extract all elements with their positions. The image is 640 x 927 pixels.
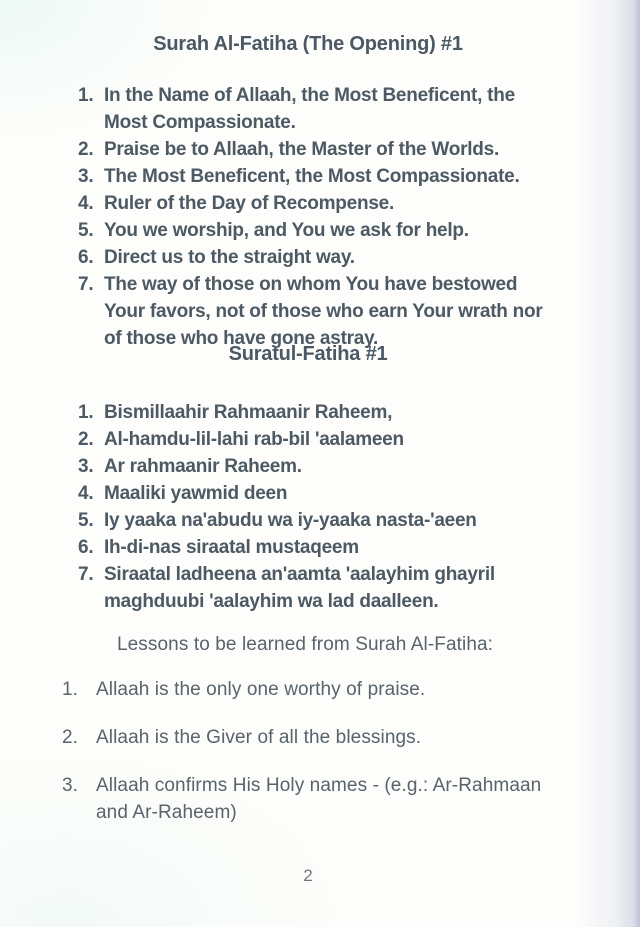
list-item-text: In the Name of Allaah, the Most Beneficent, the Most Compassionate. <box>104 85 515 133</box>
list-item <box>78 163 550 190</box>
scan-edge-shadow <box>633 0 640 927</box>
list-item-number: 6. <box>78 247 94 268</box>
list-item-text: Allaah is the only one worthy of praise. <box>96 679 426 700</box>
list-item-number: 5. <box>78 510 94 531</box>
list-item-text: Siraatal ladheena an'aamta 'aalayhim ghayril maghduubi 'aalayhim wa lad daalleen. <box>104 564 495 612</box>
list-item <box>78 82 550 136</box>
list-item-number: 3. <box>78 166 94 187</box>
list-item-number: 7. <box>78 564 94 585</box>
list-item <box>62 772 558 826</box>
list-item <box>62 676 558 703</box>
list-item-number: 4. <box>78 483 94 504</box>
translation-list <box>78 82 550 352</box>
list-item-text: Praise be to Allaah, the Master of the Worlds. <box>104 139 499 160</box>
list-item <box>78 507 528 534</box>
list-item-text: You we worship, and You we ask for help. <box>104 220 469 241</box>
list-item-text: The way of those on whom You have bestowed Your favors, not of those who earn Your wrath nor of those who have gone astray. <box>104 274 543 349</box>
page-number: 2 <box>303 866 313 885</box>
list-item <box>78 271 550 352</box>
list-item <box>78 534 528 561</box>
list-item <box>78 453 528 480</box>
list-item <box>62 724 558 751</box>
list-item-number: 6. <box>78 537 94 558</box>
list-item-number: 1. <box>62 679 79 700</box>
list-item-text: Ar rahmaanir Raheem. <box>104 456 302 477</box>
list-item <box>78 190 550 217</box>
surah-title: Surah Al-Fatiha (The Opening) #1 <box>153 33 463 55</box>
list-item-number: 5. <box>78 220 94 241</box>
list-item <box>78 561 528 615</box>
list-item-text: Ih-di-nas siraatal mustaqeem <box>104 537 359 558</box>
list-item <box>78 244 550 271</box>
list-item <box>78 426 528 453</box>
list-item <box>78 399 528 426</box>
list-item-number: 4. <box>78 193 94 214</box>
list-item-number: 1. <box>78 85 94 106</box>
transliteration-list <box>78 399 528 615</box>
list-item-number: 2. <box>62 727 79 748</box>
list-item <box>78 217 550 244</box>
list-item-number: 3. <box>78 456 94 477</box>
list-item-text: Iy yaaka na'abudu wa iy-yaaka nasta-'aeen <box>104 510 477 531</box>
lessons-list <box>62 676 558 847</box>
list-item <box>78 480 528 507</box>
list-item <box>78 136 550 163</box>
list-item-text: Maaliki yawmid deen <box>104 483 288 504</box>
list-item-text: The Most Beneficent, the Most Compassionate. <box>104 166 520 187</box>
list-item-text: Direct us to the straight way. <box>104 247 355 268</box>
list-item-text: Ruler of the Day of Recompense. <box>104 193 394 214</box>
list-item-text: Allaah is the Giver of all the blessings. <box>96 727 422 748</box>
list-item-text: Allaah confirms His Holy names - (e.g.: Ar-Rahmaan and Ar-Raheem) <box>96 775 542 823</box>
list-item-number: 2. <box>78 139 94 160</box>
list-item-text: Bismillaahir Rahmaanir Raheem, <box>104 402 393 423</box>
transliteration-title: Suratul-Fatiha #1 <box>228 343 388 365</box>
list-item-number: 3. <box>62 775 79 796</box>
list-item-number: 7. <box>78 274 94 295</box>
list-item-number: 2. <box>78 429 94 450</box>
list-item-number: 1. <box>78 402 94 423</box>
lessons-title: Lessons to be learned from Surah Al-Fatiha: <box>116 634 494 655</box>
list-item-text: Al-hamdu-lil-lahi rab-bil 'aalameen <box>104 429 404 450</box>
